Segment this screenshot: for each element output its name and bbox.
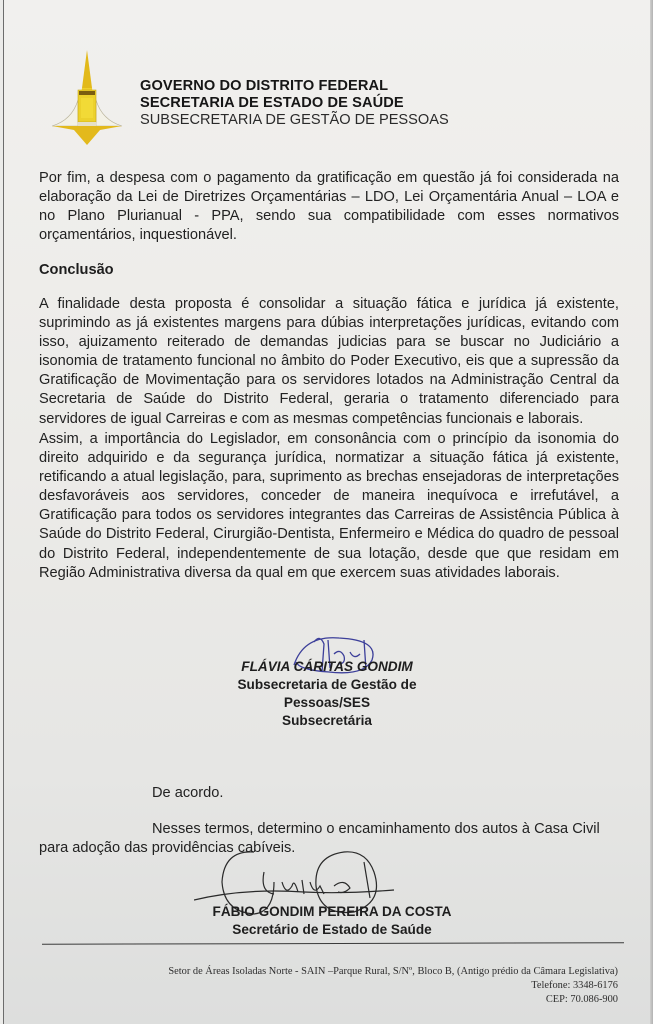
signatory-title: Secretário de Estado de Saúde [232, 922, 432, 937]
footer-divider [42, 942, 624, 945]
dispatch-line-2: para adoção das providências cabíveis. [39, 840, 296, 856]
dispatch-text [39, 820, 619, 858]
signatory-department: Subsecretaria de Gestão de Pessoas/SES [237, 677, 417, 710]
subsecretariat-name: SUBSECRETARIA DE GESTÃO DE PESSOAS [140, 112, 449, 128]
secretariat-name: SECRETARIA DE ESTADO DE SAÚDE [140, 95, 404, 111]
footer-cep: CEP: 70.086-900 [545, 994, 618, 1005]
gdf-brasilia-emblem-icon [48, 50, 126, 145]
signatory-title: Subsecretária [282, 713, 372, 728]
signature-block-subsecretary [194, 658, 460, 730]
section-heading-conclusion: Conclusão [39, 262, 114, 278]
dispatch-line-1: Nesses termos, determino o encaminhamento dos autos à Casa Civil [152, 821, 600, 837]
signatory-name: FLÁVIA CÁRITAS GONDIM [241, 659, 413, 674]
agreement-text: De acordo. [152, 785, 224, 801]
paragraph-budget: Por fim, a despesa com o pagamento da gratificação em questão já foi considerada na elaboração da Lei de Diretrizes Orçamentárias – LDO, Lei Orçamentária Anual – LOA e no Plano Plurianual - PPA, sendo sua compatibilidade com esses normativos orçamentários, inquestionável. [39, 170, 619, 244]
footer-address: Setor de Áreas Isoladas Norte - SAIN –Parque Rural, S/Nº, Bloco B, (Antigo prédio da Câmara Legislativa) [168, 966, 618, 977]
footer-phone: Telefone: 3348-6176 [531, 980, 618, 991]
signature-block-secretary [194, 903, 470, 939]
document-page [3, 0, 653, 1024]
footer-address-block [168, 965, 618, 1007]
letterhead [140, 78, 449, 129]
government-name: GOVERNO DO DISTRITO FEDERAL [140, 78, 389, 94]
paragraph-purpose: A finalidade desta proposta é consolidar a situação fática e jurídica já existente, suprimindo as já existentes margens para dúbias interpretações jurídicas, evitando com isso, ajuizamento reiterado de demandas judicias para se buscar no Judiciário a isonomia de tratamento funcional no âmbito do Poder Executivo, eis que a supressão da Gratificação de Movimentação para os servidores lotados na Administração Central da Secretaria de Saúde do Distrito Federal, geraria o tratamento diferenciado para servidores de igual Carreiras e com as mesmas competências funcionais e laborais. [39, 296, 619, 427]
signatory-name: FÁBIO GONDIM PEREIRA DA COSTA [212, 904, 452, 919]
paragraph-legislator: Assim, a importância do Legislador, em consonância com o princípio da isonomia do direito adquirido e da segurança jurídica, normatizar a situação fática já existente, retificando a atual legislação, para, suprimento as brechas ensejadoras de interpretações desfavoráveis aos servidores, conceder de maneira inequívoca e irrefutável, a Gratificação para todos os servidores integrantes das Carreiras de Assistência Pública à Saúde do Distrito Federal, Cirurgião-Dentista, Enfermeiro e Médica do quadro de pessoal do Distrito Federal, independentemente de sua lotação, desde que que residam em Região Administrativa diversa da qual em que exercem suas atividades laborais. [39, 431, 619, 581]
